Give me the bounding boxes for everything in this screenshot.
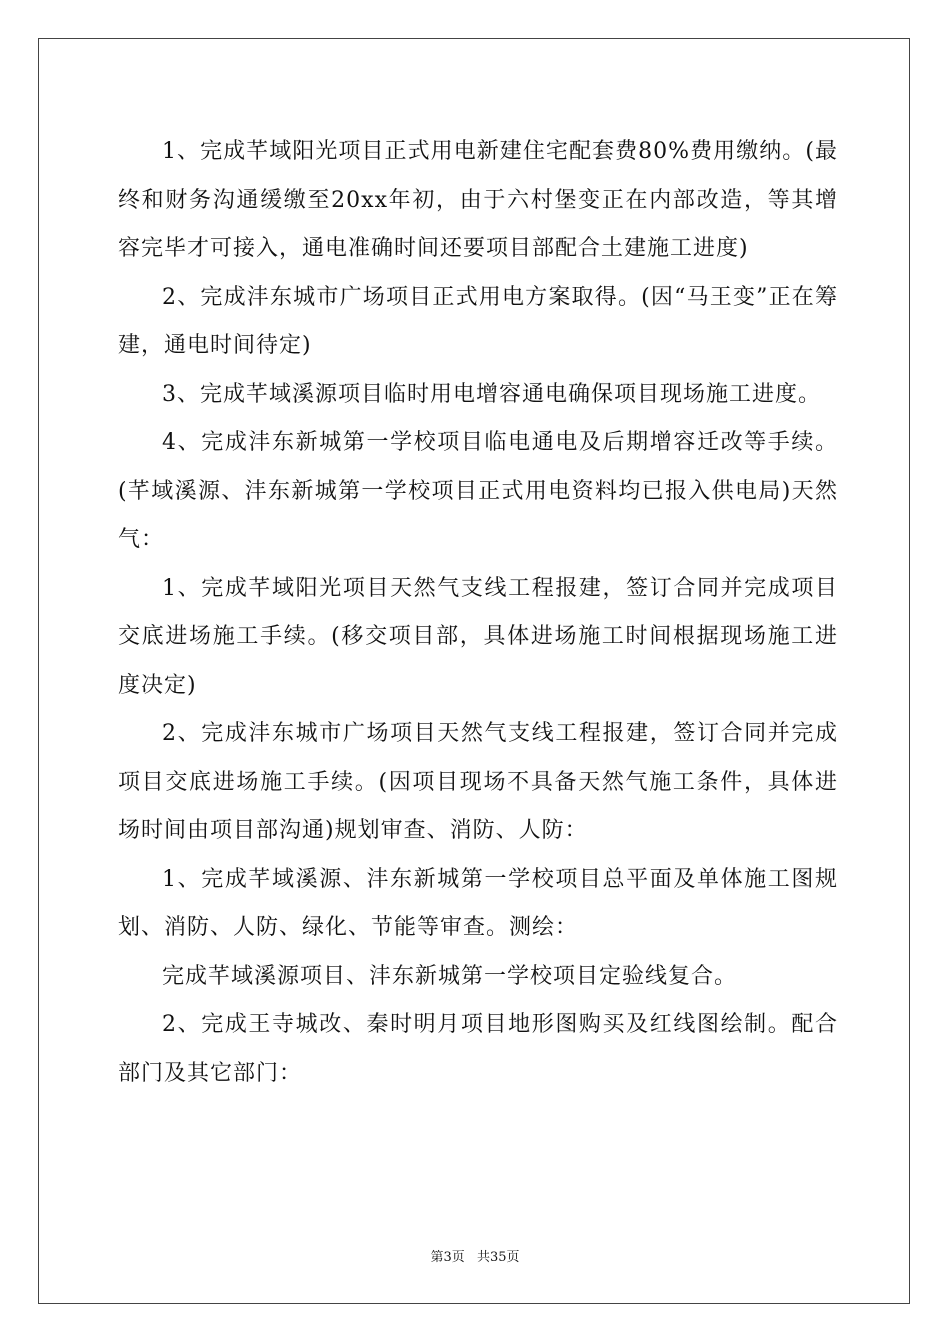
paragraph: 4、完成沣东新城第一学校项目临电通电及后期增容迁改等手续。(芊域溪源、沣东新城第一学校项目正式用电资料均已报入供电局)天然气： [118, 430, 838, 552]
page-total: 共35页 [476, 1250, 520, 1265]
page-number: 第3页 [430, 1250, 465, 1265]
paragraph: 2、完成王寺城改、秦时明月项目地形图购买及红线图绘制。配合部门及其它部门： [118, 1012, 838, 1086]
paragraph: 1、完成芊域阳光项目正式用电新建住宅配套费80%费用缴纳。(最终和财务沟通缓缴至20xx年初，由于六村堡变正在内部改造，等其增容完毕才可接入，通电准确时间还要项目部配合土建施工进度) [118, 139, 838, 261]
paragraph: 3、完成芊域溪源项目临时用电增容通电确保项目现场施工进度。 [162, 381, 821, 407]
document-body [118, 128, 838, 1098]
paragraph: 2、完成沣东城市广场项目正式用电方案取得。(因“马王变”正在筹建，通电时间待定) [118, 284, 838, 358]
page-footer [0, 1246, 950, 1265]
paragraph: 2、完成沣东城市广场项目天然气支线工程报建，签订合同并完成项目交底进场施工手续。(因项目现场不具备天然气施工条件，具体进场时间由项目部沟通)规划审查、消防、人防： [118, 721, 838, 843]
paragraph: 完成芊域溪源项目、沣东新城第一学校项目定验线复合。 [162, 963, 738, 989]
paragraph: 1、完成芊域阳光项目天然气支线工程报建，签订合同并完成项目交底进场施工手续。(移交项目部，具体进场施工时间根据现场施工进度决定) [118, 575, 838, 698]
paragraph: 1、完成芊域溪源、沣东新城第一学校项目总平面及单体施工图规划、消防、人防、绿化、节能等审查。测绘： [118, 866, 838, 940]
